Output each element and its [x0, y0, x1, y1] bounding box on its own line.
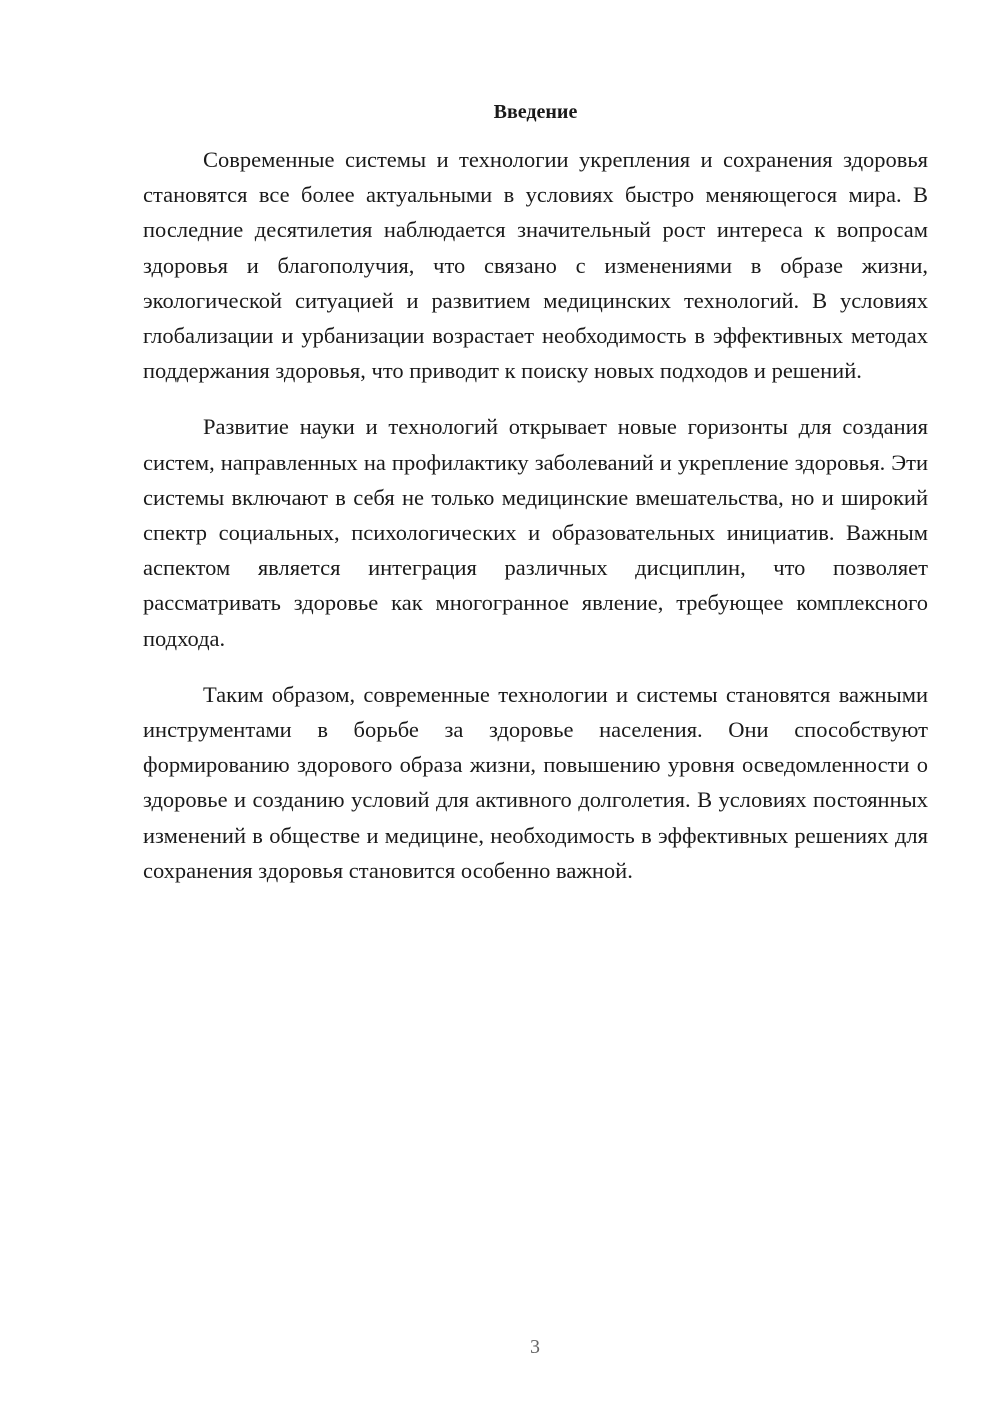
paragraph-1: Современные системы и технологии укрепления и сохранения здоровья становятся все более актуальными в условиях быстро меняющегося мира. В последние десятилетия наблюдается значительный рост интереса к вопросам здоровья и благополучия, что связано с изменениями в образе жизни, экологической ситуацией и развитием медицинских технологий. В условиях глобализации и урбанизации возрастает необходимость в эффективных методах поддержания здоровья, что приводит к поиску новых подходов и решений. [143, 147, 928, 384]
paragraph-2: Развитие науки и технологий открывает новые горизонты для создания систем, направленных на профилактику заболеваний и укрепление здоровья. Эти системы включают в себя не только медицинские вмешательства, но и широкий спектр социальных, психологических и образовательных инициатив. Важным аспектом является интеграция различных дисциплин, что позволяет рассматривать здоровье как многогранное явление, требующее комплексного подхода. [143, 414, 928, 651]
page-number: 3 [530, 1336, 540, 1358]
paragraph-3: Таким образом, современные технологии и системы становятся важными инструментами в борьбе за здоровье населения. Они способствуют формированию здорового образа жизни, повышению уровня осведомленности о здоровье и созданию условий для активного долголетия. В условиях постоянных изменений в обществе и медицине, необходимость в эффективных решениях для сохранения здоровья становится особенно важной. [143, 681, 928, 883]
body-text [143, 142, 928, 888]
section-heading: Введение [493, 101, 578, 123]
